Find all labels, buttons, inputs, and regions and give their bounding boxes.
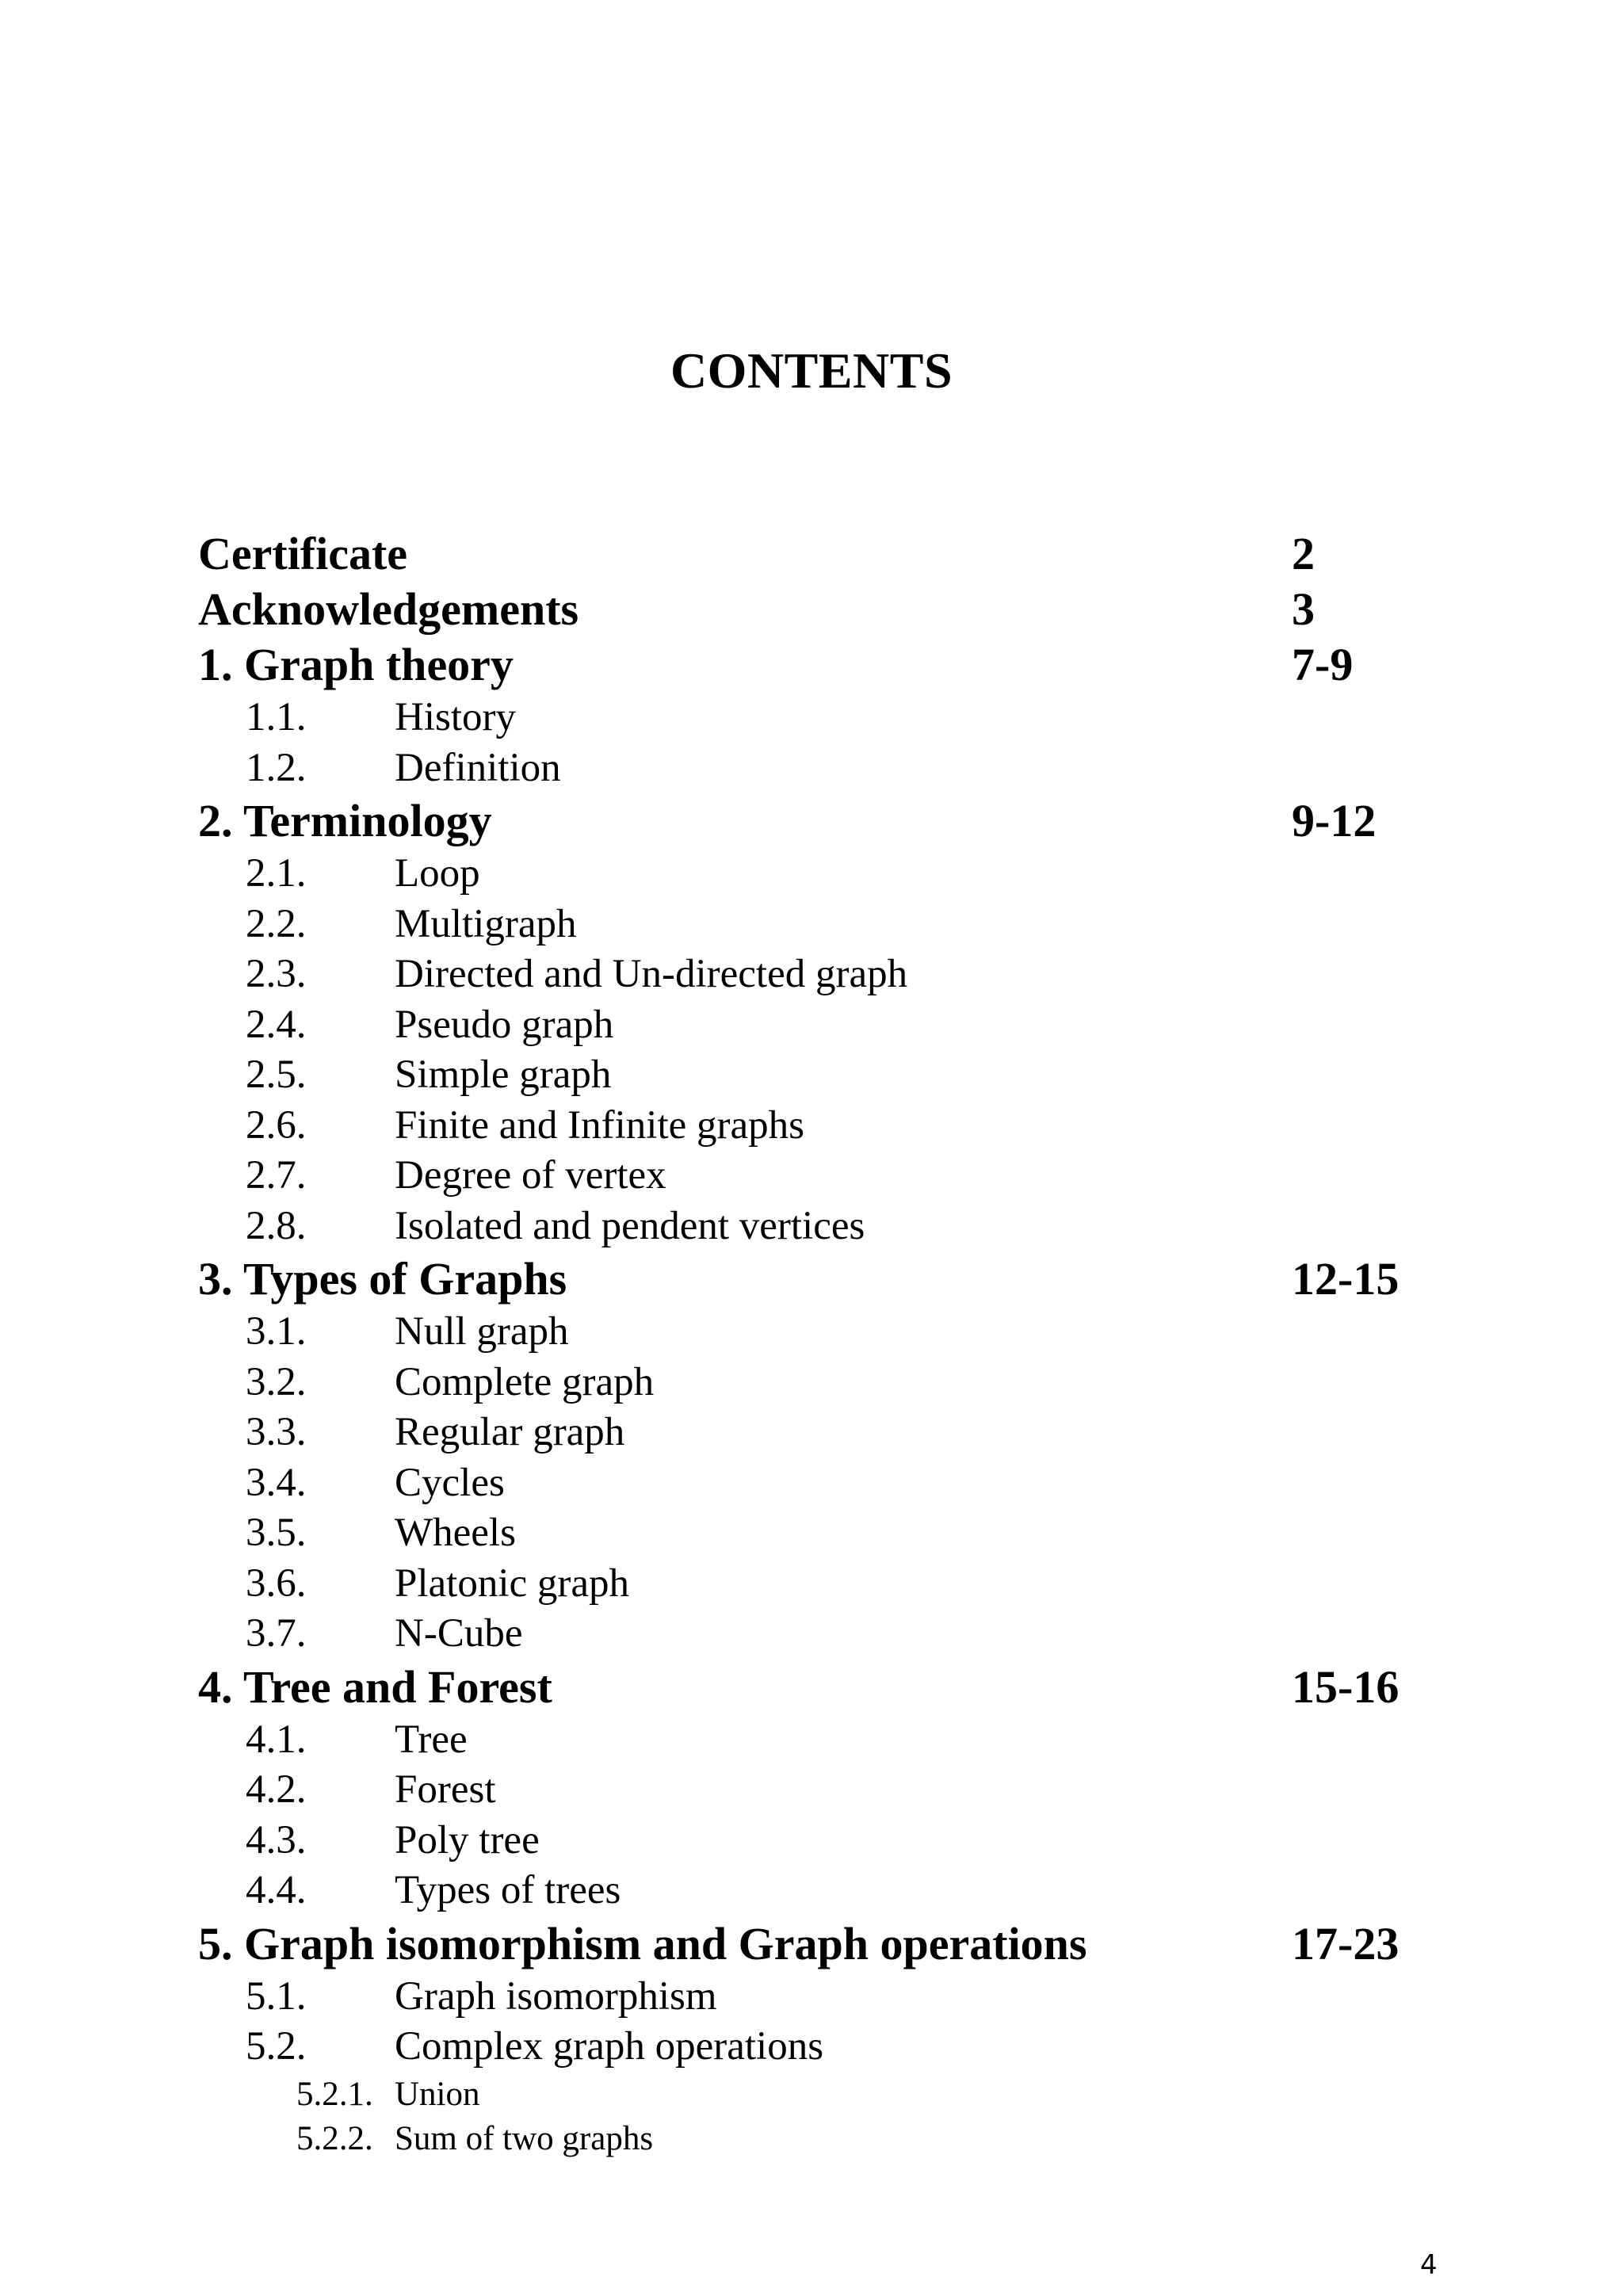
chapter-title: 4. Tree and Forest bbox=[198, 1660, 552, 1713]
toc-section bbox=[198, 900, 1466, 950]
section-number: 3.6. bbox=[246, 1561, 307, 1606]
toc-section bbox=[198, 1715, 1466, 1766]
page-title: CONTENTS bbox=[670, 342, 953, 399]
toc-section bbox=[198, 1765, 1466, 1816]
toc-section bbox=[198, 1151, 1466, 1201]
section-title: Complete graph bbox=[395, 1359, 655, 1404]
toc-section bbox=[198, 1609, 1466, 1660]
section-number: 2.3. bbox=[246, 952, 307, 996]
section-title: Simple graph bbox=[395, 1052, 612, 1097]
section-number: 2.8. bbox=[246, 1203, 307, 1248]
section-title: Definition bbox=[395, 745, 561, 790]
subsection-title: Union bbox=[395, 2075, 480, 2113]
section-number: 3.1. bbox=[246, 1309, 307, 1354]
toc-entry-certificate bbox=[198, 526, 1466, 582]
chapter-title: 5. Graph isomorphism and Graph operations bbox=[198, 1917, 1087, 1969]
toc-chapter-4 bbox=[198, 1660, 1466, 1715]
toc-chapter-3 bbox=[198, 1251, 1466, 1307]
section-title: Wheels bbox=[395, 1511, 516, 1555]
toc-subsection bbox=[198, 2073, 1466, 2117]
subsection-title: Sum of two graphs bbox=[395, 2119, 654, 2157]
section-number: 4.3. bbox=[246, 1817, 307, 1862]
section-title: Platonic graph bbox=[395, 1561, 630, 1606]
chapter-pages: 7-9 bbox=[1292, 639, 1354, 690]
section-number: 3.7. bbox=[246, 1611, 307, 1656]
chapter-pages: 15-16 bbox=[1292, 1660, 1400, 1713]
toc-subsection bbox=[198, 2117, 1466, 2161]
section-number: 1.2. bbox=[246, 745, 307, 790]
section-title: Pseudo graph bbox=[395, 1002, 614, 1047]
section-number: 4.2. bbox=[246, 1767, 307, 1812]
toc-section bbox=[198, 1000, 1466, 1051]
section-number: 5.2. bbox=[246, 2024, 307, 2069]
toc-section bbox=[198, 1101, 1466, 1152]
toc-section bbox=[198, 1816, 1466, 1866]
section-number: 4.1. bbox=[246, 1717, 307, 1762]
section-title: Tree bbox=[395, 1717, 468, 1762]
section-title: History bbox=[395, 695, 516, 739]
chapter-title: 2. Terminology bbox=[198, 795, 492, 846]
toc-section bbox=[198, 1866, 1466, 1916]
toc-section bbox=[198, 949, 1466, 1000]
section-number: 2.2. bbox=[246, 901, 307, 946]
section-title: Multigraph bbox=[395, 901, 577, 946]
section-number: 3.4. bbox=[246, 1460, 307, 1505]
toc-entry-pages: 2 bbox=[1292, 528, 1315, 579]
chapter-title: 1. Graph theory bbox=[198, 639, 514, 690]
chapter-title: 3. Types of Graphs bbox=[198, 1253, 567, 1305]
toc-chapter-1 bbox=[198, 637, 1466, 693]
subsection-number: 5.2.1. bbox=[296, 2075, 373, 2113]
section-number: 3.3. bbox=[246, 1410, 307, 1454]
section-title: Graph isomorphism bbox=[395, 1973, 717, 2019]
table-of-contents bbox=[198, 526, 1466, 2161]
section-title: Complex graph operations bbox=[395, 2024, 824, 2069]
section-number: 2.5. bbox=[246, 1052, 307, 1097]
toc-entry-pages: 3 bbox=[1292, 583, 1315, 635]
toc-section bbox=[198, 743, 1466, 794]
section-title: N-Cube bbox=[395, 1611, 523, 1656]
toc-chapter-5 bbox=[198, 1916, 1466, 1972]
section-title: Forest bbox=[395, 1767, 496, 1812]
section-number: 2.1. bbox=[246, 851, 307, 896]
section-title: Directed and Un-directed graph bbox=[395, 952, 908, 996]
toc-section bbox=[198, 1201, 1466, 1252]
section-title: Null graph bbox=[395, 1309, 569, 1354]
section-title: Regular graph bbox=[395, 1410, 625, 1454]
toc-section bbox=[198, 1458, 1466, 1509]
chapter-pages: 17-23 bbox=[1292, 1917, 1400, 1969]
section-number: 2.6. bbox=[246, 1102, 307, 1148]
chapter-pages: 9-12 bbox=[1292, 795, 1377, 846]
section-number: 2.4. bbox=[246, 1002, 307, 1047]
toc-section bbox=[198, 1307, 1466, 1358]
toc-section bbox=[198, 1508, 1466, 1559]
toc-section bbox=[198, 849, 1466, 900]
toc-section bbox=[198, 693, 1466, 743]
toc-entry-acknowledgements bbox=[198, 582, 1466, 637]
page-number: 4 bbox=[1420, 2249, 1438, 2281]
toc-chapter-2 bbox=[198, 793, 1466, 849]
section-title: Loop bbox=[395, 851, 480, 896]
toc-section bbox=[198, 1050, 1466, 1101]
section-title: Degree of vertex bbox=[395, 1153, 666, 1198]
section-number: 5.1. bbox=[246, 1973, 307, 2019]
section-title: Isolated and pendent vertices bbox=[395, 1203, 865, 1248]
section-number: 3.2. bbox=[246, 1359, 307, 1404]
section-number: 2.7. bbox=[246, 1153, 307, 1198]
section-number: 1.1. bbox=[246, 695, 307, 739]
toc-section bbox=[198, 1358, 1466, 1408]
section-title: Finite and Infinite graphs bbox=[395, 1102, 804, 1148]
subsection-number: 5.2.2. bbox=[296, 2119, 373, 2157]
toc-section bbox=[198, 1559, 1466, 1610]
toc-entry-label: Certificate bbox=[198, 528, 408, 579]
toc-section bbox=[198, 1972, 1466, 2023]
section-title: Cycles bbox=[395, 1460, 505, 1505]
section-title: Poly tree bbox=[395, 1817, 540, 1862]
section-title: Types of trees bbox=[395, 1868, 621, 1912]
toc-section bbox=[198, 2022, 1466, 2073]
toc-entry-label: Acknowledgements bbox=[198, 583, 579, 635]
section-number: 4.4. bbox=[246, 1868, 307, 1912]
toc-section bbox=[198, 1408, 1466, 1458]
section-number: 3.5. bbox=[246, 1511, 307, 1555]
chapter-pages: 12-15 bbox=[1292, 1253, 1400, 1305]
